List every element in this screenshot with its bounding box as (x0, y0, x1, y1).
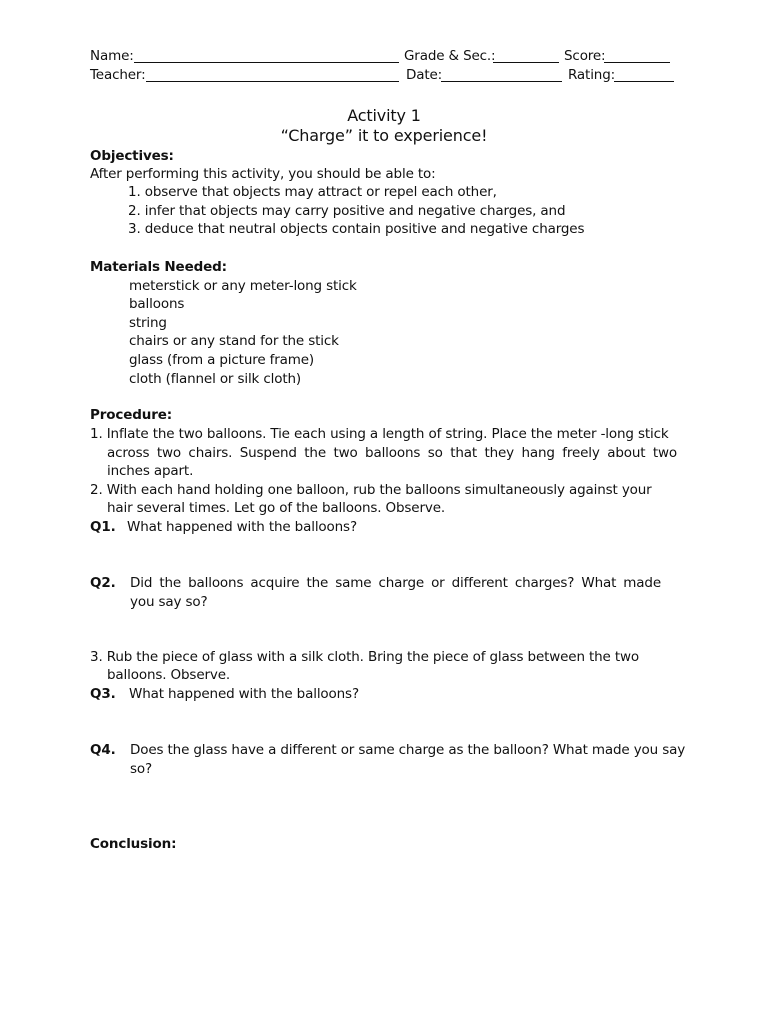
q4-label: Q4. (90, 742, 116, 758)
teacher-label: Teacher: (90, 67, 146, 83)
objective-item: 2. infer that objects may carry positive and negative charges, and (128, 203, 566, 219)
step-2-line: hair several times. Let go of the balloons. Observe. (107, 500, 445, 516)
objectives-intro: After performing this activity, you should be able to: (90, 166, 436, 182)
q3-label: Q3. (90, 686, 116, 702)
q4-line: Does the glass have a different or same charge as the balloon? What made you say (130, 742, 686, 758)
step-3-line: balloons. Observe. (107, 667, 231, 683)
material-item: balloons (129, 296, 185, 312)
material-item: glass (from a picture frame) (129, 352, 315, 368)
q2-line: Did the balloons acquire the same charge or different charges? What made (130, 575, 661, 591)
teacher-field[interactable] (146, 81, 399, 82)
name-field[interactable] (134, 62, 399, 63)
conclusion-heading: Conclusion: (90, 836, 177, 852)
q1-label: Q1. (90, 519, 116, 535)
date-field[interactable] (441, 81, 562, 82)
material-item: meterstick or any meter-long stick (129, 278, 357, 294)
step-2-line: 2. With each hand holding one balloon, rub the balloons simultaneously against your (90, 482, 652, 498)
procedure-heading: Procedure: (90, 407, 172, 423)
objective-item: 1. observe that objects may attract or repel each other, (128, 184, 497, 200)
score-field[interactable] (604, 62, 670, 63)
material-item: string (129, 315, 167, 331)
step-3-line: 3. Rub the piece of glass with a silk cloth. Bring the piece of glass between the two (90, 649, 639, 665)
activity-title: Activity 1 (347, 106, 421, 125)
name-label: Name: (90, 48, 134, 64)
date-label: Date: (406, 67, 443, 83)
material-item: cloth (flannel or silk cloth) (129, 371, 302, 387)
q3-text: What happened with the balloons? (129, 686, 359, 702)
objectives-heading: Objectives: (90, 148, 174, 164)
activity-subtitle: “Charge” it to experience! (280, 126, 488, 145)
step-1-line: inches apart. (107, 463, 194, 479)
q2-label: Q2. (90, 575, 116, 591)
step-1-line: 1. Inflate the two balloons. Tie each using a length of string. Place the meter -long stick (90, 426, 669, 442)
q2-line: you say so? (130, 594, 208, 610)
score-label: Score: (564, 48, 606, 64)
rating-label: Rating: (568, 67, 616, 83)
material-item: chairs or any stand for the stick (129, 333, 339, 349)
q4-line: so? (130, 761, 153, 777)
q1-text: What happened with the balloons? (127, 519, 357, 535)
grade-label: Grade & Sec.: (404, 48, 496, 64)
step-1-line: across two chairs. Suspend the two balloons so that they hang freely about two (107, 445, 677, 461)
grade-field[interactable] (493, 62, 559, 63)
objective-item: 3. deduce that neutral objects contain positive and negative charges (128, 221, 585, 237)
materials-heading: Materials Needed: (90, 259, 227, 275)
rating-field[interactable] (614, 81, 674, 82)
